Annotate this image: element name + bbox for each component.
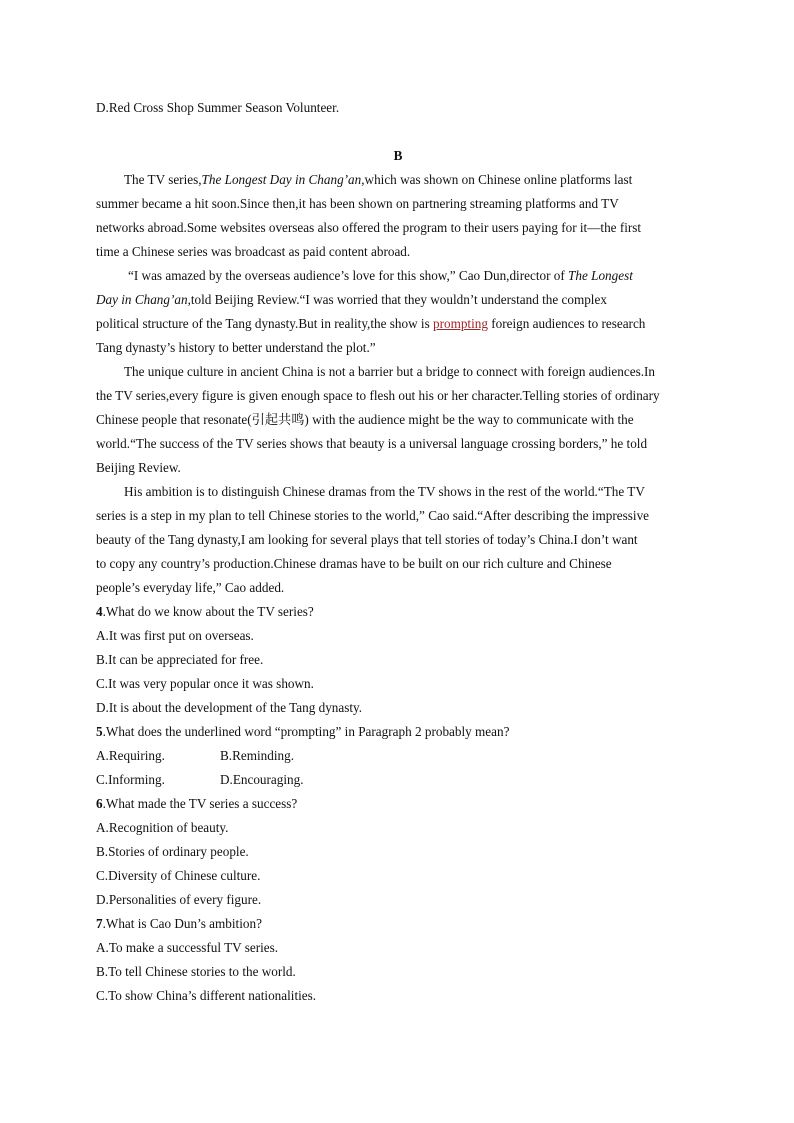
text-line: Beijing Review.	[96, 460, 181, 475]
answer-option: C.Diversity of Chinese culture.	[96, 868, 261, 883]
text-line: series is a step in my plan to tell Chinese stories to the world,” Cao said.“After describing the impressive	[96, 508, 650, 523]
answer-option: C.To show China’s different nationalities.	[96, 988, 317, 1003]
text-line: the TV series,every figure is given enough space to flesh out his or her character.Telling stories of ordinary	[96, 388, 660, 403]
text-line: Tang dynasty’s history to better understand the plot.”	[96, 340, 376, 355]
answer-option: D.It is about the development of the Tang dynasty.	[96, 700, 363, 715]
question-number: 5	[96, 724, 103, 739]
text-span: ,which was shown on Chinese online platforms last	[361, 172, 633, 187]
answer-option: C.It was very popular once it was shown.	[96, 676, 314, 691]
text-line: Chinese people that resonate(引起共鸣) with the audience might be the way to communicate with the	[96, 412, 634, 427]
text-line: to copy any country’s production.Chinese dramas have to be built on our rich culture and Chinese	[96, 556, 612, 571]
answer-option: A.It was first put on overseas.	[96, 628, 254, 643]
underlined-word: prompting	[433, 316, 488, 331]
text-line: His ambition is to distinguish Chinese dramas from the TV shows in the rest of the world.“The TV	[124, 484, 645, 499]
answer-option: A.Requiring.	[96, 748, 165, 763]
text-line: networks abroad.Some websites overseas also offered the program to their users paying for it—the first	[96, 220, 642, 235]
question-text: .What made the TV series a success?	[102, 796, 298, 811]
question-text: .What does the underlined word “prompting” in Paragraph 2 probably mean?	[102, 724, 510, 739]
text-line: The unique culture in ancient China is not a barrier but a bridge to connect with foreign audiences.In	[124, 364, 655, 379]
text-line: beauty of the Tang dynasty,I am looking for several plays that tell stories of today’s China.I don’t want	[96, 532, 638, 547]
text-span: “I was amazed by the overseas audience’s love for this show,” Cao Dun,director of	[128, 268, 569, 283]
series-title: The Longest Day in Chang’an	[201, 172, 362, 187]
text-line: time a Chinese series was broadcast as paid content abroad.	[96, 244, 411, 259]
question-text: .What is Cao Dun’s ambition?	[102, 916, 262, 931]
answer-option: A.Recognition of beauty.	[96, 820, 229, 835]
text-span: foreign audiences to research	[487, 316, 646, 331]
text-span: The TV series,	[124, 172, 202, 187]
answer-option: B.It can be appreciated for free.	[96, 652, 264, 667]
section-heading: B	[393, 148, 403, 163]
answer-option: B.Reminding.	[220, 748, 294, 763]
answer-option: D.Encouraging.	[220, 772, 304, 787]
text-line: world.“The success of the TV series shows that beauty is a universal language crossing borders,” he told	[96, 436, 648, 451]
answer-option: B.To tell Chinese stories to the world.	[96, 964, 296, 979]
text-span: political structure of the Tang dynasty.But in reality,the show is	[96, 316, 433, 331]
answer-option: B.Stories of ordinary people.	[96, 844, 249, 859]
answer-option: C.Informing.	[96, 772, 165, 787]
series-title: The Longest	[568, 268, 633, 283]
text-span: ,told Beijing Review.“I was worried that they wouldn’t understand the complex	[187, 292, 607, 307]
series-title: Day in Chang’an	[96, 292, 188, 307]
question-number: 4	[96, 604, 103, 619]
text-line: summer became a hit soon.Since then,it has been shown on partnering streaming platforms and TV	[96, 196, 619, 211]
question-number: 6	[96, 796, 103, 811]
question-number: 7	[96, 916, 103, 931]
text-line: people’s everyday life,” Cao added.	[96, 580, 285, 595]
option-d-previous-question: D.Red Cross Shop Summer Season Volunteer.	[96, 100, 340, 115]
question-text: .What do we know about the TV series?	[102, 604, 314, 619]
answer-option: A.To make a successful TV series.	[96, 940, 279, 955]
answer-option: D.Personalities of every figure.	[96, 892, 262, 907]
